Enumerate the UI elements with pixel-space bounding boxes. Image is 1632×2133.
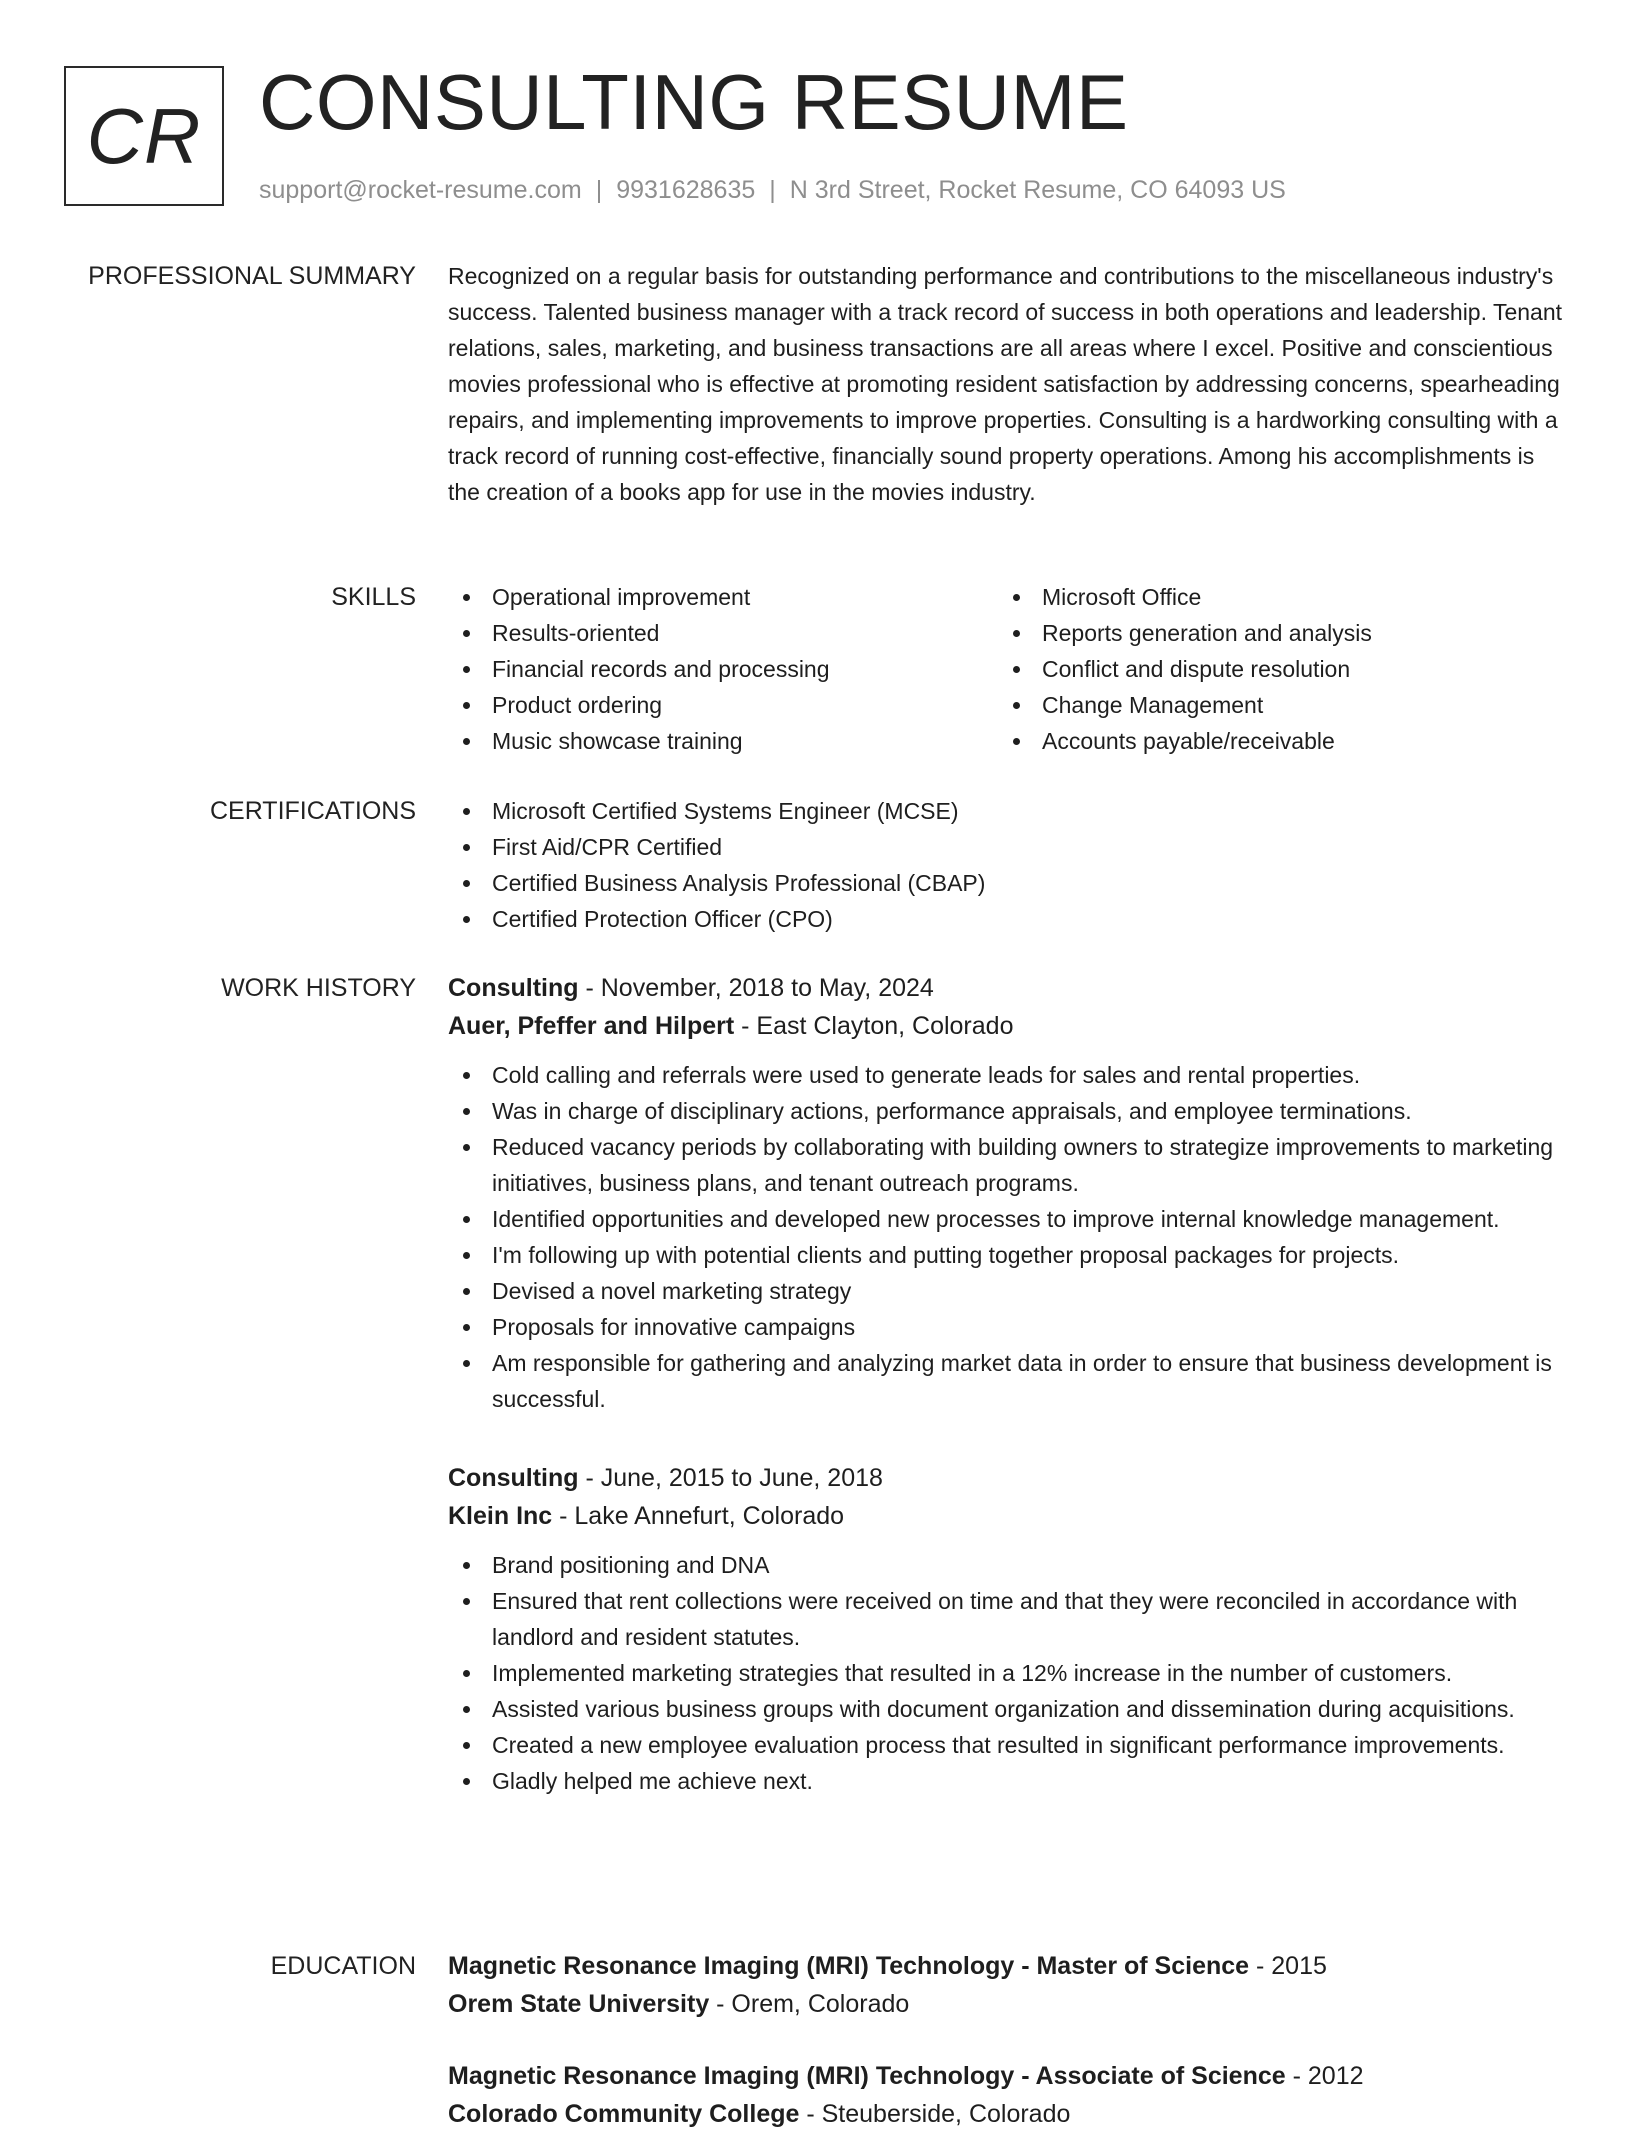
list-item: I'm following up with potential clients and putting together proposal packages for projects. xyxy=(448,1237,1568,1273)
list-item: Devised a novel marketing strategy xyxy=(448,1273,1568,1309)
list-item: Microsoft Certified Systems Engineer (MCSE) xyxy=(448,793,1568,829)
initials: CR xyxy=(86,91,202,180)
contact-email: support@rocket-resume.com xyxy=(259,176,582,204)
degree-line xyxy=(448,2057,1568,2095)
resume-title: CONSULTING RESUME xyxy=(259,58,1129,146)
skills-section xyxy=(448,579,1568,759)
job-entry xyxy=(448,969,1568,1417)
education-entry xyxy=(448,1947,1568,2023)
job-dates: - November, 2018 to May, 2024 xyxy=(578,974,934,1002)
list-item: Operational improvement xyxy=(448,579,998,615)
list-item: Certified Protection Officer (CPO) xyxy=(448,901,1568,937)
list-item: Created a new employee evaluation process that resulted in significant performance improvements. xyxy=(448,1727,1568,1763)
job-heading xyxy=(448,1459,1568,1497)
degree-name: Magnetic Resonance Imaging (MRI) Technology - Master of Science xyxy=(448,1952,1250,1980)
work-history-section xyxy=(448,969,1568,1799)
list-item: Music showcase training xyxy=(448,723,998,759)
job-heading xyxy=(448,969,1568,1007)
job-title: Consulting xyxy=(448,974,579,1002)
list-item: Certified Business Analysis Professional (CBAP) xyxy=(448,865,1568,901)
skills-list-right xyxy=(998,579,1548,759)
list-item: Microsoft Office xyxy=(998,579,1548,615)
list-item: Proposals for innovative campaigns xyxy=(448,1309,1568,1345)
section-label-certifications: CERTIFICATIONS xyxy=(209,797,416,825)
list-item: Am responsible for gathering and analyzing market data in order to ensure that business development is successful. xyxy=(448,1345,1568,1417)
section-label-education: EDUCATION xyxy=(270,1952,416,1980)
list-item: Accounts payable/receivable xyxy=(998,723,1548,759)
job-dates: - June, 2015 to June, 2018 xyxy=(578,1464,883,1492)
school-location: - Steuberside, Colorado xyxy=(799,2100,1071,2128)
list-item: Change Management xyxy=(998,687,1548,723)
list-item: Reports generation and analysis xyxy=(998,615,1548,651)
section-label-work-history: WORK HISTORY xyxy=(221,974,416,1002)
company-name: Klein Inc xyxy=(448,1502,553,1530)
contact-phone: 9931628635 xyxy=(616,176,756,204)
section-label-summary: PROFESSIONAL SUMMARY xyxy=(88,262,416,290)
skills-list-left xyxy=(448,579,998,759)
list-item: Brand positioning and DNA xyxy=(448,1547,1568,1583)
list-item: Results-oriented xyxy=(448,615,998,651)
list-item: Assisted various business groups with document organization and dissemination during acquisitions. xyxy=(448,1691,1568,1727)
list-item: Cold calling and referrals were used to generate leads for sales and rental properties. xyxy=(448,1057,1568,1093)
job-title: Consulting xyxy=(448,1464,579,1492)
company-name: Auer, Pfeffer and Hilpert xyxy=(448,1012,735,1040)
school-line xyxy=(448,2095,1568,2133)
section-label-skills: SKILLS xyxy=(331,583,416,611)
job-employer xyxy=(448,1007,1568,1045)
list-item: Financial records and processing xyxy=(448,651,998,687)
degree-line xyxy=(448,1947,1568,1985)
company-location: - East Clayton, Colorado xyxy=(734,1012,1014,1040)
education-section xyxy=(448,1947,1568,2133)
certifications-section xyxy=(448,793,1568,937)
school-name: Colorado Community College xyxy=(448,2100,800,2128)
monogram-logo xyxy=(64,66,224,206)
summary-text: Recognized on a regular basis for outstanding performance and contributions to the miscellaneous industry's success. Talented business manager with a track record of success in both operations and leadership. Tenant relations, sales, marketing, and business transactions are all areas where I excel. Positive and conscientious movies professional who is effective at promoting resident satisfaction by addressing concerns, spearheading repairs, and implementing improvements to improve properties. Consulting is a hardworking consulting with a track record of running cost-effective, financially sound property operations. Among his accomplishments is the creation of a books app for use in the movies industry. xyxy=(448,263,1563,505)
list-item: Product ordering xyxy=(448,687,998,723)
contact-separator: | xyxy=(769,176,776,204)
list-item: Conflict and dispute resolution xyxy=(998,651,1548,687)
list-item: Implemented marketing strategies that resulted in a 12% increase in the number of customers. xyxy=(448,1655,1568,1691)
list-item: Reduced vacancy periods by collaborating with building owners to strategize improvements to marketing initiatives, business plans, and tenant outreach programs. xyxy=(448,1129,1568,1201)
school-line xyxy=(448,1985,1568,2023)
degree-year: - 2012 xyxy=(1285,2062,1364,2090)
summary-section xyxy=(448,258,1568,510)
contact-address: N 3rd Street, Rocket Resume, CO 64093 US xyxy=(789,176,1286,204)
list-item: Ensured that rent collections were received on time and that they were reconciled in accordance with landlord and resident statutes. xyxy=(448,1583,1568,1655)
list-item: Was in charge of disciplinary actions, performance appraisals, and employee terminations. xyxy=(448,1093,1568,1129)
school-location: - Orem, Colorado xyxy=(709,1990,910,2018)
list-item: Identified opportunities and developed new processes to improve internal knowledge management. xyxy=(448,1201,1568,1237)
job-entry xyxy=(448,1459,1568,1799)
certifications-list xyxy=(448,793,1568,937)
company-location: - Lake Annefurt, Colorado xyxy=(552,1502,845,1530)
list-item: First Aid/CPR Certified xyxy=(448,829,1568,865)
contact-line xyxy=(259,172,1286,208)
degree-year: - 2015 xyxy=(1249,1952,1327,1980)
contact-separator: | xyxy=(595,176,603,204)
education-entry xyxy=(448,2057,1568,2133)
job-duties xyxy=(448,1547,1568,1799)
job-duties xyxy=(448,1057,1568,1417)
school-name: Orem State University xyxy=(448,1990,710,2018)
job-employer xyxy=(448,1497,1568,1535)
degree-name: Magnetic Resonance Imaging (MRI) Technology - Associate of Science xyxy=(448,2062,1286,2090)
list-item: Gladly helped me achieve next. xyxy=(448,1763,1568,1799)
